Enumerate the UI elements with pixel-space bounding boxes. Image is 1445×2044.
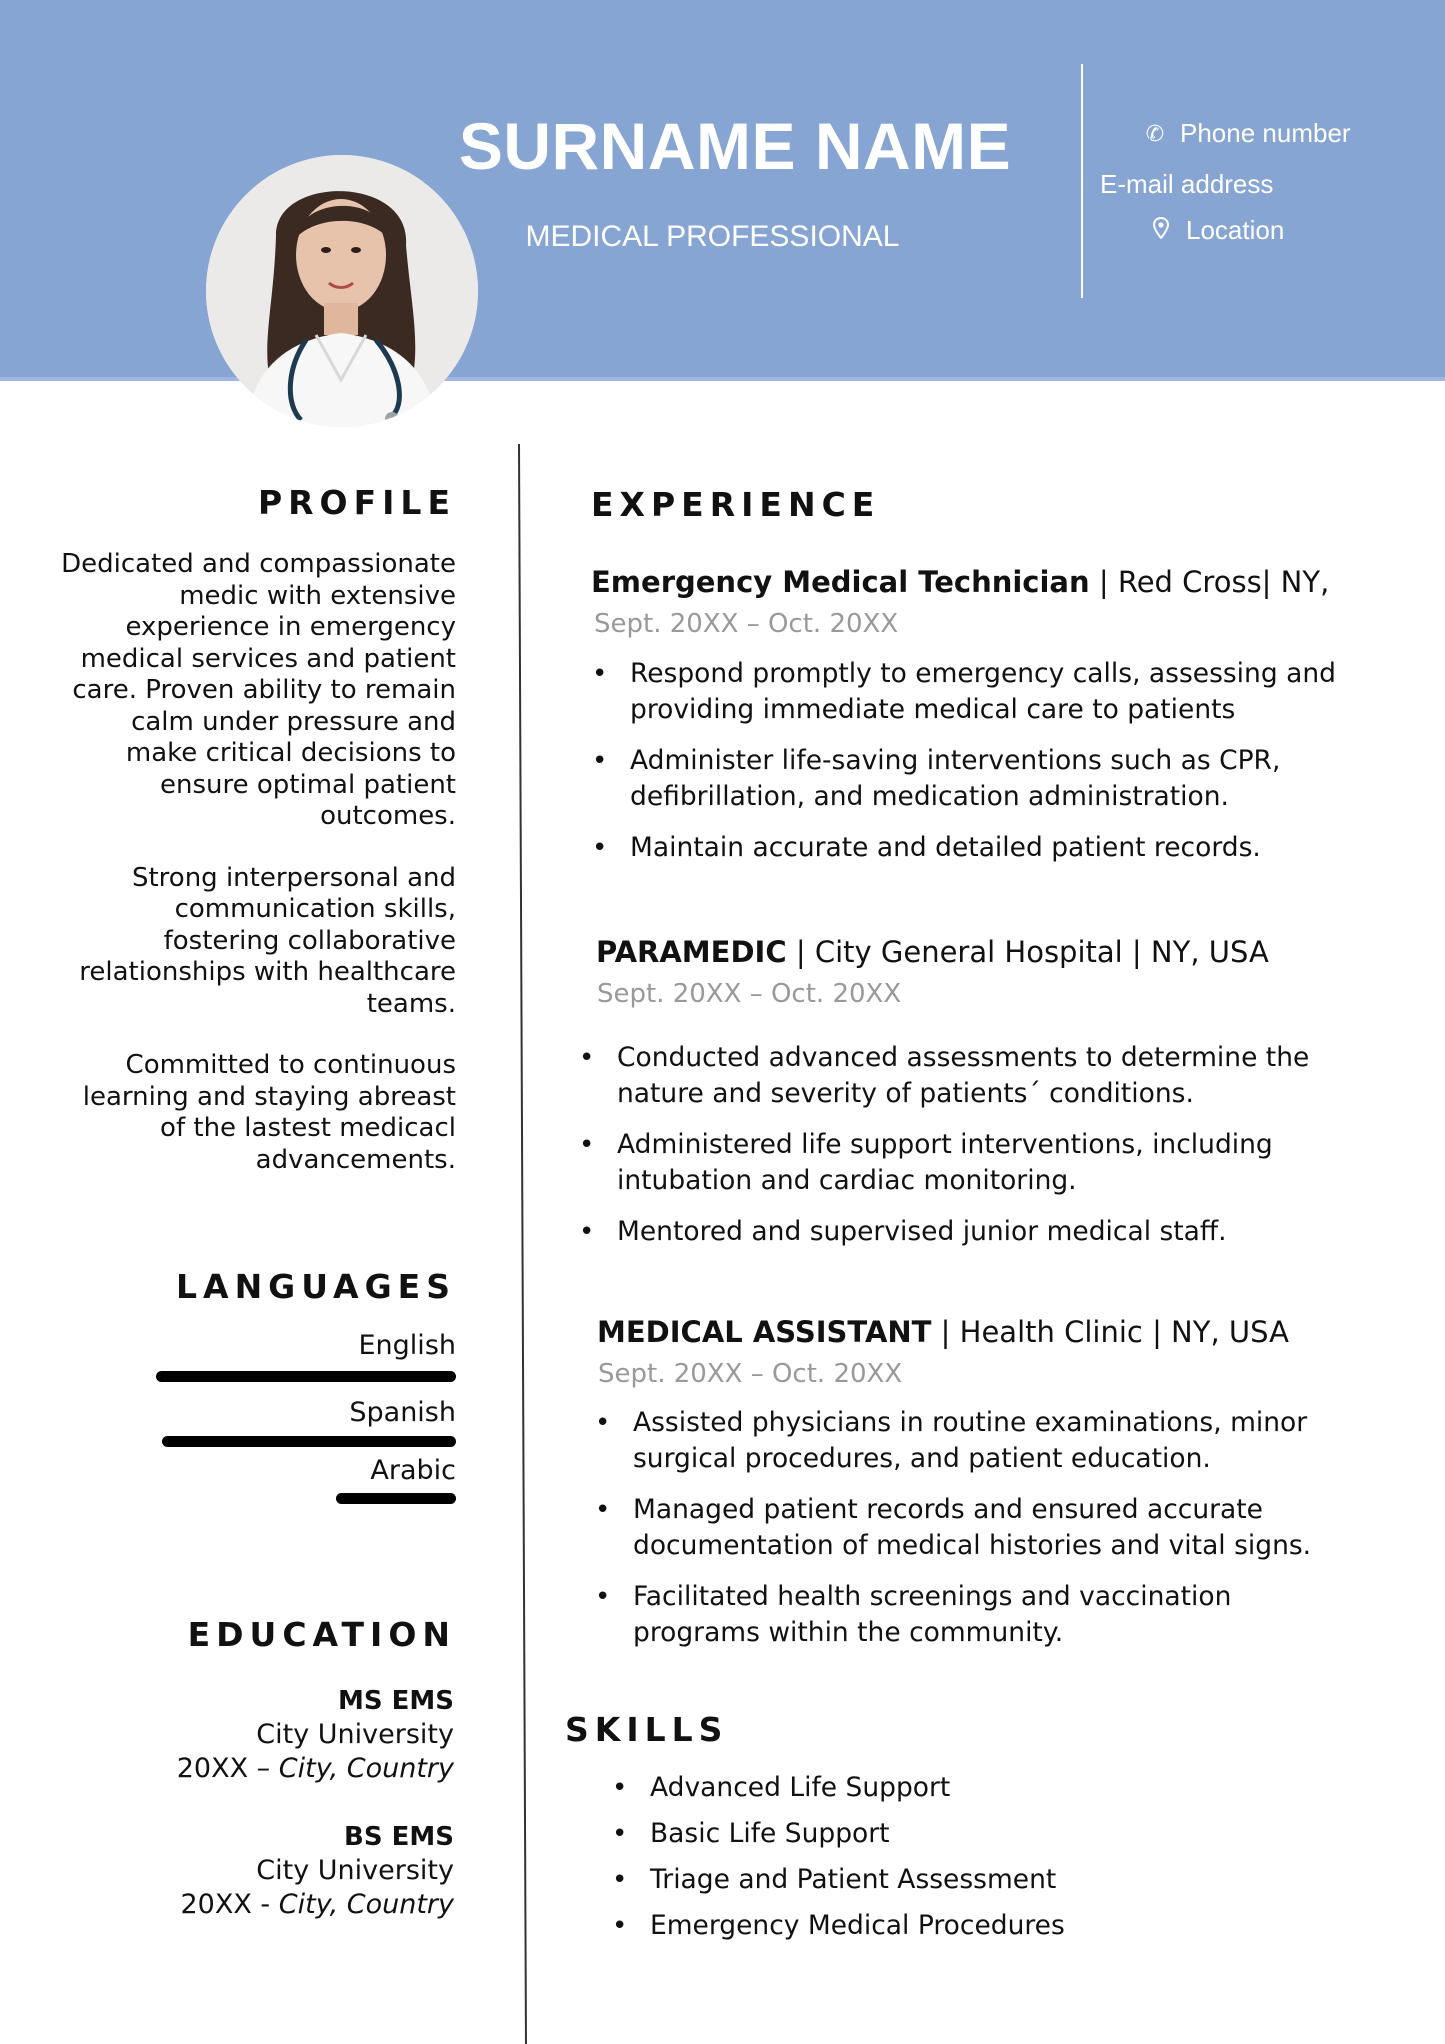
education-degree: MS EMS	[337, 1686, 454, 1716]
skills-heading: SKILLS	[565, 1710, 729, 1749]
language-name: English	[358, 1330, 456, 1361]
language-level-bar	[336, 1493, 456, 1504]
phone-icon: ✆	[1145, 120, 1165, 146]
job-title: PARAMEDIC	[596, 935, 787, 969]
list-item: • Administer life-saving interventions such as CPR, defibrillation, and medication administration.	[592, 743, 1372, 815]
job-dates: Sept. 20XX – Oct. 20XX	[594, 609, 899, 639]
job-org: | City General Hospital | NY, USA	[786, 935, 1269, 969]
contact-location	[1148, 215, 1284, 246]
list-item: • Emergency Medical Procedures	[612, 1908, 1312, 1944]
education-heading: EDUCATION	[187, 1615, 456, 1654]
job-org: | Health Clinic | NY, USA	[931, 1315, 1289, 1349]
contact-phone-text: Phone number	[1180, 118, 1351, 148]
education-entry	[180, 1820, 454, 1922]
language-name: Spanish	[349, 1397, 456, 1428]
list-item: • Assisted physicians in routine examinations, minor surgical procedures, and patient education.	[595, 1405, 1365, 1477]
job-title-line	[591, 565, 1329, 599]
profile-paragraph: Committed to continuous learning and staying abreast of the lastest medicacl advancements.	[82, 1050, 456, 1175]
experience-heading: EXPERIENCE	[591, 485, 881, 524]
list-item: • Managed patient records and ensured accurate documentation of medical histories and vital signs.	[595, 1492, 1365, 1564]
skills-list	[612, 1770, 1312, 1954]
job-dates: Sept. 20XX – Oct. 20XX	[597, 979, 902, 1009]
education-entry	[177, 1684, 454, 1786]
column-divider	[518, 444, 527, 2044]
profile-paragraph: Dedicated and compassionate medic with extensive experience in emergency medical services and patient care. Proven ability to remain calm under pressure and make critical decisions to ensure optimal patient outcomes.	[61, 549, 456, 831]
list-item: • Triage and Patient Assessment	[612, 1862, 1312, 1898]
job-bullets	[579, 1040, 1349, 1265]
job-title: MEDICAL ASSISTANT	[597, 1315, 932, 1349]
education-location: City, Country	[278, 1753, 454, 1784]
contact-location-text: Location	[1186, 215, 1285, 245]
contact-phone	[1142, 118, 1351, 149]
list-item: • Basic Life Support	[612, 1816, 1312, 1852]
education-school: City University	[256, 1719, 454, 1750]
list-item: • Advanced Life Support	[612, 1770, 1312, 1806]
job-dates: Sept. 20XX – Oct. 20XX	[598, 1359, 903, 1389]
language-level-bar	[156, 1371, 456, 1382]
education-school: City University	[256, 1855, 454, 1886]
list-item: • Facilitated health screenings and vaccination programs within the community.	[595, 1579, 1365, 1651]
job-title-line	[597, 1315, 1289, 1349]
contact-email	[1100, 169, 1273, 200]
language-level-bar	[162, 1436, 456, 1447]
job-title-line	[596, 935, 1269, 969]
job-org: | Red Cross| NY,	[1089, 565, 1330, 599]
list-item: • Administered life support interventions, including intubation and cardiac monitoring.	[579, 1127, 1349, 1199]
candidate-name: SURNAME NAME	[458, 109, 1012, 183]
contact-email-text: E-mail address	[1100, 169, 1274, 199]
profile-heading: PROFILE	[257, 483, 456, 522]
job-bullets	[592, 656, 1372, 881]
language-name: Arabic	[370, 1455, 456, 1486]
list-item: • Maintain accurate and detailed patient records.	[592, 830, 1372, 866]
education-location: City, Country	[278, 1889, 454, 1920]
profile-photo	[206, 155, 478, 427]
job-title: MEDICAL PROFESSIONAL	[525, 220, 900, 253]
list-item: • Mentored and supervised junior medical staff.	[579, 1214, 1349, 1250]
header-divider	[1081, 64, 1083, 298]
location-pin-icon	[1148, 217, 1174, 245]
education-year: 20XX -	[180, 1889, 271, 1920]
list-item: • Conducted advanced assessments to determine the nature and severity of patients´ conditions.	[579, 1040, 1349, 1112]
job-bullets	[595, 1405, 1365, 1666]
education-degree: BS EMS	[344, 1822, 454, 1852]
profile-section	[60, 549, 456, 1206]
job-title: Emergency Medical Technician	[591, 565, 1090, 599]
list-item: • Respond promptly to emergency calls, assessing and providing immediate medical care to patients	[592, 656, 1372, 728]
profile-paragraph: Strong interpersonal and communication skills, fostering collaborative relationships with healthcare teams.	[79, 862, 456, 1019]
education-year: 20XX –	[176, 1753, 271, 1784]
languages-heading: LANGUAGES	[176, 1267, 456, 1306]
